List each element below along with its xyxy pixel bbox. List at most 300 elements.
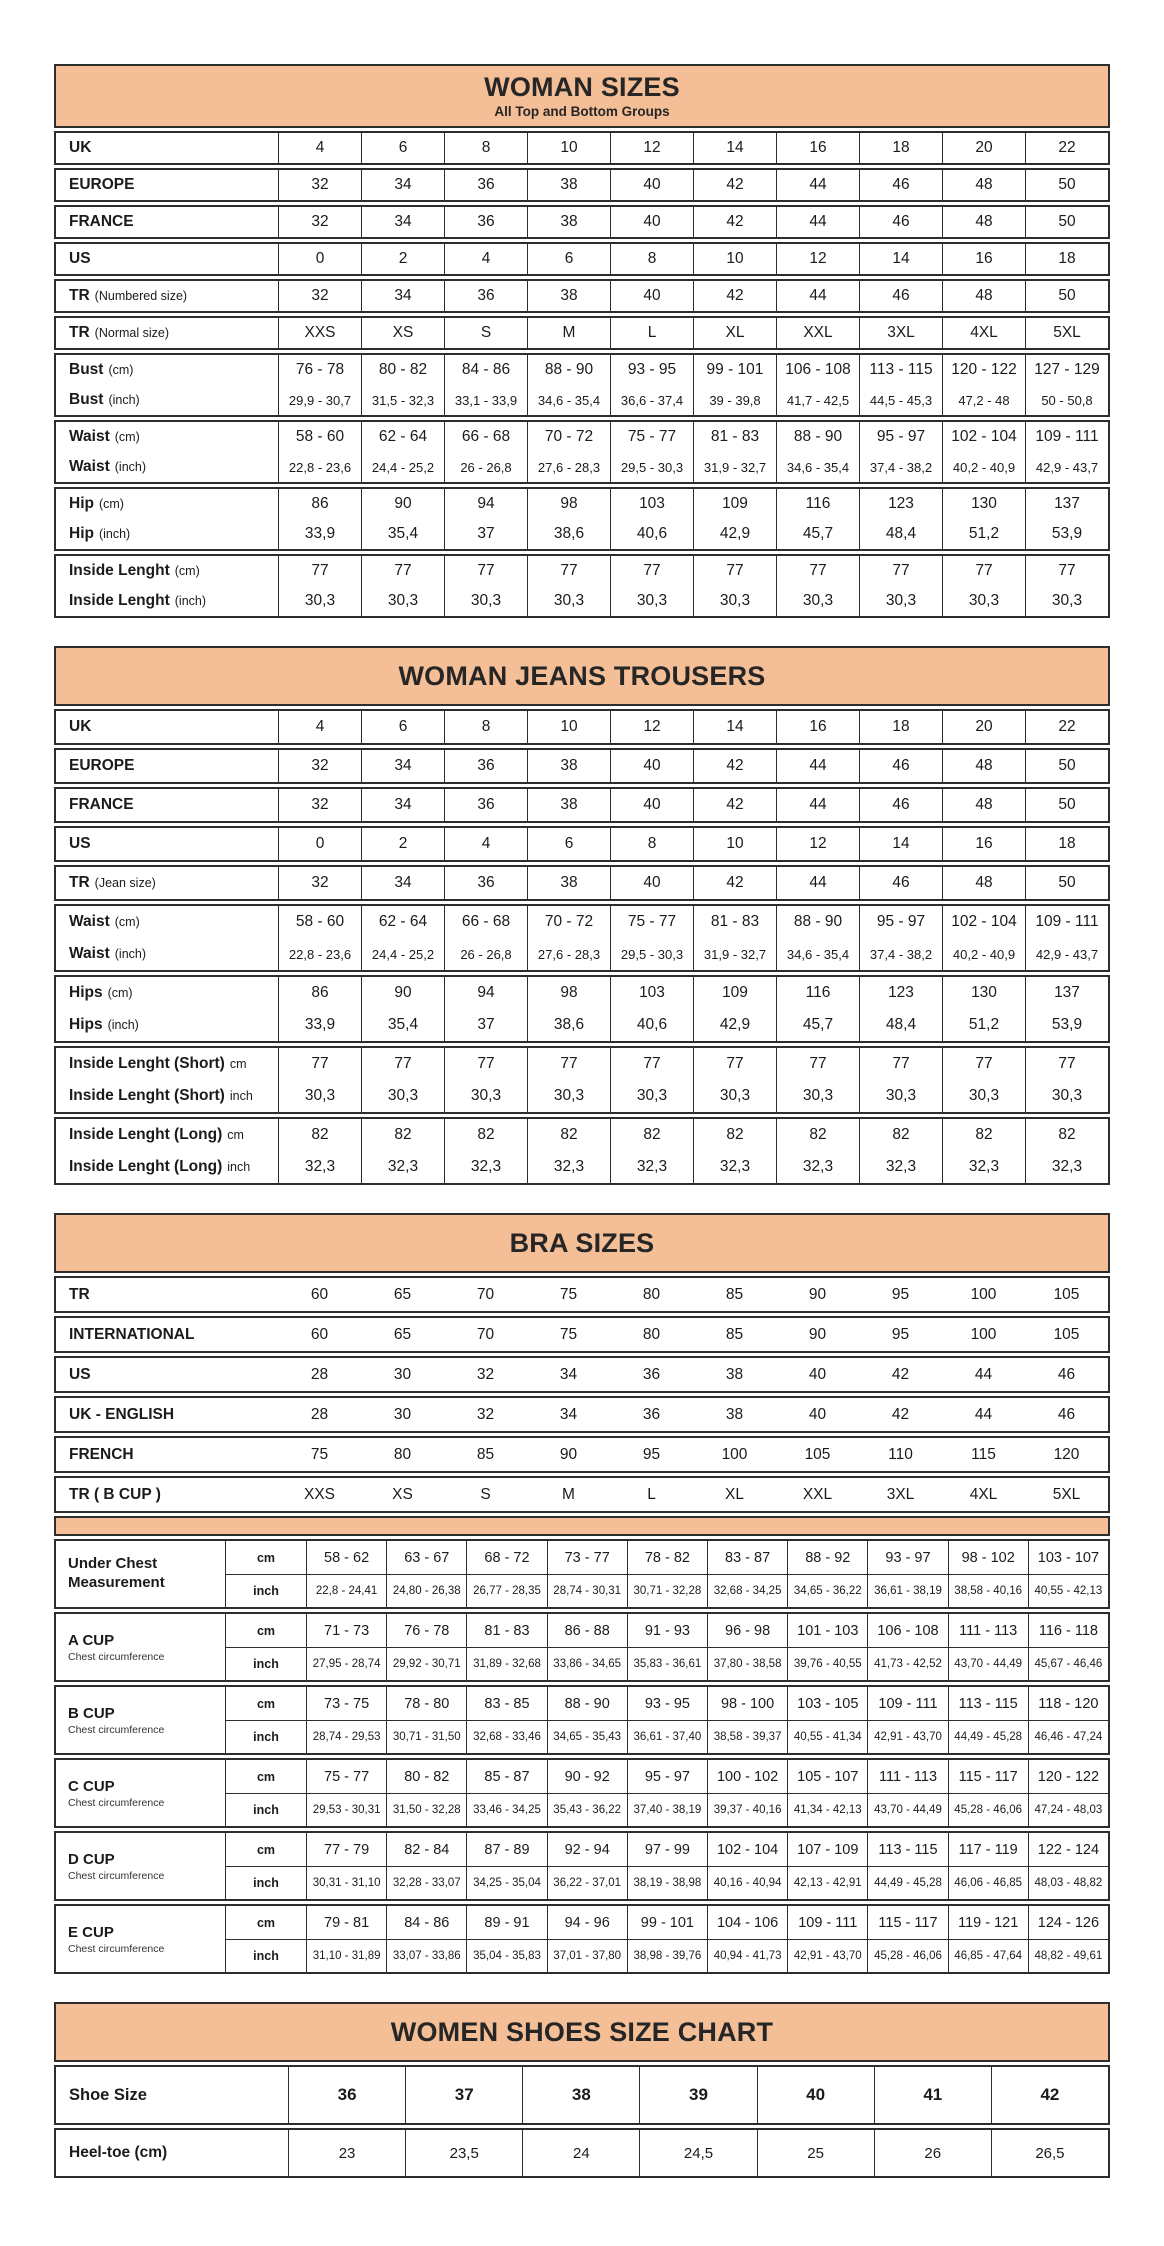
value-cell: 70 - 72 bbox=[527, 422, 610, 452]
table-row bbox=[56, 1398, 1108, 1431]
value-cell: 16 bbox=[942, 244, 1025, 274]
value-cell: 38 bbox=[527, 281, 610, 311]
value-cell: 44 bbox=[776, 281, 859, 311]
row-label-text: Heel-toe (cm) bbox=[69, 2144, 168, 2162]
value-cell: XL bbox=[693, 318, 776, 348]
value-cell: 105 bbox=[1053, 1325, 1080, 1343]
value-cell: 3XL bbox=[886, 1485, 915, 1503]
row-label-text: Bust bbox=[69, 361, 104, 379]
value-cell: 32,68 - 33,46 bbox=[466, 1721, 546, 1753]
value-cell: 77 - 79 bbox=[306, 1833, 386, 1866]
row-label-text: FRANCE bbox=[69, 796, 134, 814]
row-label-text: US bbox=[69, 835, 91, 853]
value-cell: 42 bbox=[891, 1365, 910, 1383]
value-cell: 37 bbox=[444, 519, 527, 549]
value-cell: 30,3 bbox=[444, 586, 527, 616]
cup-subtitle: Chest circumference bbox=[68, 1796, 165, 1809]
value-cell: 44 bbox=[776, 789, 859, 821]
value-cell: 77 bbox=[693, 556, 776, 586]
value-cell: 94 bbox=[444, 489, 527, 519]
value-cell: 103 bbox=[610, 489, 693, 519]
value-cell: 40 bbox=[610, 750, 693, 782]
value-cell: 106 - 108 bbox=[867, 1614, 947, 1647]
value-cell: M bbox=[562, 1485, 575, 1503]
row-group bbox=[54, 1117, 1110, 1185]
value-cell: 47,24 - 48,03 bbox=[1028, 1794, 1108, 1826]
value-cell: L bbox=[647, 1485, 656, 1503]
value-cell: 23,5 bbox=[405, 2130, 522, 2176]
value-cell: 42 bbox=[693, 867, 776, 899]
value-cell: 32,3 bbox=[1025, 1151, 1108, 1183]
row-label bbox=[56, 1048, 278, 1080]
value-cell: 8 bbox=[610, 244, 693, 274]
row-label bbox=[56, 489, 278, 519]
value-cell: 40,55 - 41,34 bbox=[787, 1721, 867, 1753]
value-cell: 24,80 - 26,38 bbox=[386, 1575, 466, 1607]
value-cell: 30,3 bbox=[1025, 1080, 1108, 1112]
value-cell: 123 bbox=[859, 977, 942, 1009]
unit-label: cm bbox=[256, 1769, 276, 1784]
value-cell: 6 bbox=[527, 828, 610, 860]
value-cell: 20 bbox=[942, 711, 1025, 743]
value-cell: 38 bbox=[527, 170, 610, 200]
value-cell: 77 bbox=[693, 1048, 776, 1080]
value-cell: XXL bbox=[802, 1485, 833, 1503]
value-cell: 105 bbox=[1053, 1285, 1080, 1303]
row-group bbox=[54, 1276, 1110, 1313]
row-label-text: TR ( B CUP ) bbox=[69, 1485, 161, 1503]
value-cell: 81 - 83 bbox=[693, 906, 776, 938]
value-cell: 18 bbox=[1025, 828, 1108, 860]
cup-label bbox=[56, 1760, 226, 1826]
table-row bbox=[56, 318, 1108, 348]
table-row bbox=[56, 207, 1108, 237]
value-cell: 34 bbox=[559, 1365, 578, 1383]
row-label-unit: (cm) bbox=[107, 986, 133, 1001]
value-cell: 130 bbox=[942, 489, 1025, 519]
value-cell: 85 bbox=[725, 1325, 744, 1343]
value-cell: 14 bbox=[693, 711, 776, 743]
value-cell: 29,5 - 30,3 bbox=[610, 452, 693, 482]
value-cell: 75 - 77 bbox=[610, 422, 693, 452]
women-shoes-body bbox=[54, 2065, 1110, 2178]
value-cell: 137 bbox=[1025, 489, 1108, 519]
unit-label: inch bbox=[253, 1584, 279, 1599]
value-cell: 42 bbox=[891, 1405, 910, 1423]
value-cell: 37 bbox=[444, 1009, 527, 1041]
value-cell: 109 - 111 bbox=[1025, 906, 1108, 938]
value-cell: 34,25 - 35,04 bbox=[466, 1867, 546, 1899]
value-cell: 113 - 115 bbox=[948, 1687, 1028, 1720]
value-cell: 16 bbox=[942, 828, 1025, 860]
row-label-text: Inside Lenght bbox=[69, 592, 170, 610]
value-cell: 95 bbox=[891, 1285, 910, 1303]
value-cell: 77 bbox=[278, 556, 361, 586]
value-cell: 36 bbox=[444, 207, 527, 237]
row-label bbox=[56, 207, 278, 237]
value-cell: 109 bbox=[693, 977, 776, 1009]
value-cell: 24,4 - 25,2 bbox=[361, 938, 444, 970]
value-cell: 40 bbox=[610, 207, 693, 237]
row-label-text: EUROPE bbox=[69, 757, 135, 775]
row-label-text: TR bbox=[69, 874, 90, 892]
row-label bbox=[56, 385, 278, 415]
value-cell: 39 - 39,8 bbox=[693, 385, 776, 415]
cup-measure-row bbox=[226, 1687, 1108, 1720]
value-cell: 82 bbox=[942, 1119, 1025, 1151]
row-label-unit: inch bbox=[227, 1160, 251, 1175]
value-cell: 28 bbox=[310, 1365, 329, 1383]
row-label bbox=[56, 1278, 278, 1311]
table-row bbox=[56, 1318, 1108, 1351]
row-label-unit: (cm) bbox=[174, 564, 200, 579]
value-cell: 48,82 - 49,61 bbox=[1028, 1940, 1108, 1972]
value-cell: 91 - 93 bbox=[627, 1614, 707, 1647]
value-cell: 118 - 120 bbox=[1028, 1687, 1108, 1720]
value-cell: 42 bbox=[991, 2067, 1108, 2123]
row-label-unit: (cm) bbox=[108, 363, 134, 378]
value-cell: 80 - 82 bbox=[386, 1760, 466, 1793]
value-cell: 32,3 bbox=[278, 1151, 361, 1183]
value-cell: 30,3 bbox=[361, 586, 444, 616]
value-cell: 98 - 102 bbox=[948, 1541, 1028, 1574]
value-cell: 32,3 bbox=[610, 1151, 693, 1183]
value-cell: 34 bbox=[361, 207, 444, 237]
value-cell: 26 bbox=[874, 2130, 991, 2176]
value-cell: 8 bbox=[444, 711, 527, 743]
row-group bbox=[54, 168, 1110, 202]
value-cell: 27,6 - 28,3 bbox=[527, 452, 610, 482]
value-cell: 75 bbox=[559, 1285, 578, 1303]
table-row bbox=[56, 789, 1108, 821]
value-cell: 30 bbox=[393, 1405, 412, 1423]
value-cell: 4XL bbox=[942, 318, 1025, 348]
value-cell: 42 bbox=[693, 750, 776, 782]
row-label-text: Hip bbox=[69, 495, 94, 513]
value-cell: 88 - 90 bbox=[776, 422, 859, 452]
value-cell: 103 bbox=[610, 977, 693, 1009]
value-cell: 29,5 - 30,3 bbox=[610, 938, 693, 970]
value-cell: 115 bbox=[971, 1445, 996, 1463]
bra-sizes-header bbox=[54, 1213, 1110, 1273]
value-cell: 34 bbox=[361, 789, 444, 821]
row-label-text: Hips bbox=[69, 1016, 103, 1034]
value-cell: 53,9 bbox=[1025, 519, 1108, 549]
value-cell: 90 - 92 bbox=[547, 1760, 627, 1793]
cup-row-group bbox=[54, 1612, 1110, 1682]
value-cell: 38 bbox=[527, 207, 610, 237]
cup-name: A CUP bbox=[68, 1631, 115, 1649]
value-cell: 115 - 117 bbox=[867, 1906, 947, 1939]
value-cell: 36,61 - 38,19 bbox=[867, 1575, 947, 1607]
row-group bbox=[54, 787, 1110, 823]
value-cell: 36,22 - 37,01 bbox=[547, 1867, 627, 1899]
value-cell: 30,71 - 32,28 bbox=[627, 1575, 707, 1607]
value-cell: 87 - 89 bbox=[466, 1833, 546, 1866]
value-cell: 40 bbox=[610, 170, 693, 200]
value-cell: 24,4 - 25,2 bbox=[361, 452, 444, 482]
value-cell: 62 - 64 bbox=[361, 906, 444, 938]
value-cell: 48 bbox=[942, 789, 1025, 821]
cup-measure-row bbox=[226, 1866, 1108, 1899]
value-cell: 97 - 99 bbox=[627, 1833, 707, 1866]
value-cell: 117 - 119 bbox=[948, 1833, 1028, 1866]
value-cell: 99 - 101 bbox=[693, 355, 776, 385]
value-cell: 100 bbox=[970, 1285, 997, 1303]
value-cell: 123 bbox=[859, 489, 942, 519]
row-label-unit: cm bbox=[229, 1057, 247, 1072]
value-cell: 38,6 bbox=[527, 519, 610, 549]
value-cell: 30,3 bbox=[1025, 586, 1108, 616]
value-cell: 71 - 73 bbox=[306, 1614, 386, 1647]
value-cell: 4 bbox=[444, 244, 527, 274]
row-label-unit: (inch) bbox=[108, 393, 140, 408]
value-cell: 106 - 108 bbox=[776, 355, 859, 385]
value-cell: 34,6 - 35,4 bbox=[776, 938, 859, 970]
value-cell: 70 bbox=[476, 1285, 495, 1303]
row-label-text: UK - ENGLISH bbox=[69, 1405, 175, 1423]
value-cell: 98 bbox=[527, 489, 610, 519]
cup-row-group bbox=[54, 1831, 1110, 1901]
value-cell: 80 - 82 bbox=[361, 355, 444, 385]
row-label-unit: (cm) bbox=[114, 915, 140, 930]
value-cell: 42,9 - 43,7 bbox=[1025, 938, 1108, 970]
value-cell: 6 bbox=[361, 711, 444, 743]
row-label bbox=[56, 355, 278, 385]
value-cell: 137 bbox=[1025, 977, 1108, 1009]
value-cell: 29,53 - 30,31 bbox=[306, 1794, 386, 1826]
value-cell: 26 - 26,8 bbox=[444, 452, 527, 482]
value-cell: 35,4 bbox=[361, 1009, 444, 1041]
value-cell: 60 bbox=[310, 1285, 329, 1303]
value-cell: 10 bbox=[693, 244, 776, 274]
value-cell: 127 - 129 bbox=[1025, 355, 1108, 385]
table-row bbox=[56, 385, 1108, 415]
value-cell: 75 bbox=[310, 1445, 329, 1463]
value-cell: 109 bbox=[693, 489, 776, 519]
cup-row-group bbox=[54, 1539, 1110, 1609]
row-group bbox=[54, 131, 1110, 165]
table-row bbox=[56, 1438, 1108, 1471]
row-label-text: UK bbox=[69, 139, 92, 157]
value-cell: 31,5 - 32,3 bbox=[361, 385, 444, 415]
value-cell: XXL bbox=[776, 318, 859, 348]
value-cell: 90 bbox=[808, 1325, 827, 1343]
value-cell: 30,31 - 31,10 bbox=[306, 1867, 386, 1899]
value-cell: 93 - 95 bbox=[627, 1687, 707, 1720]
value-cell: 6 bbox=[527, 244, 610, 274]
value-cell: 37,80 - 38,58 bbox=[707, 1648, 787, 1680]
row-label bbox=[56, 133, 278, 163]
value-cell: 95 bbox=[891, 1325, 910, 1343]
value-cell: 80 bbox=[642, 1325, 661, 1343]
cup-measure-row bbox=[226, 1833, 1108, 1866]
value-cell: 81 - 83 bbox=[693, 422, 776, 452]
value-cell: 44 bbox=[974, 1365, 993, 1383]
value-cell: 6 bbox=[361, 133, 444, 163]
value-cell: 78 - 80 bbox=[386, 1687, 466, 1720]
value-cell: 22 bbox=[1025, 711, 1108, 743]
row-group bbox=[54, 1046, 1110, 1114]
row-label-text: Waist bbox=[69, 945, 110, 963]
value-cell: 84 - 86 bbox=[444, 355, 527, 385]
value-cell: 82 bbox=[610, 1119, 693, 1151]
table-row bbox=[56, 355, 1108, 385]
cup-measure-row bbox=[226, 1574, 1108, 1607]
value-cell: XXS bbox=[303, 1485, 335, 1503]
value-cell: 44,49 - 45,28 bbox=[867, 1867, 947, 1899]
bra-sizes-table bbox=[54, 1213, 1110, 1974]
row-group bbox=[54, 420, 1110, 484]
value-cell: 5XL bbox=[1052, 1485, 1081, 1503]
value-cell: 48,03 - 48,82 bbox=[1028, 1867, 1108, 1899]
value-cell: 4 bbox=[444, 828, 527, 860]
value-cell: 76 - 78 bbox=[386, 1614, 466, 1647]
value-cell: 40,6 bbox=[610, 1009, 693, 1041]
value-cell: 10 bbox=[527, 711, 610, 743]
value-cell: 31,10 - 31,89 bbox=[306, 1940, 386, 1972]
value-cell: 22,8 - 24,41 bbox=[306, 1575, 386, 1607]
value-cell: 105 - 107 bbox=[787, 1760, 867, 1793]
value-cell: 98 - 100 bbox=[707, 1687, 787, 1720]
value-cell: 26,77 - 28,35 bbox=[466, 1575, 546, 1607]
value-cell: 85 bbox=[476, 1445, 495, 1463]
row-label bbox=[56, 711, 278, 743]
value-cell: 75 - 77 bbox=[306, 1760, 386, 1793]
value-cell: 42 bbox=[693, 207, 776, 237]
row-label bbox=[56, 452, 278, 482]
value-cell: 41,34 - 42,13 bbox=[787, 1794, 867, 1826]
row-label-unit: (inch) bbox=[114, 460, 147, 475]
value-cell: 34,6 - 35,4 bbox=[776, 452, 859, 482]
row-label-unit: (Numbered size) bbox=[94, 289, 188, 304]
unit-label: inch bbox=[253, 1876, 279, 1891]
cup-subtitle: Chest circumference bbox=[68, 1869, 165, 1882]
table-row bbox=[56, 1151, 1108, 1183]
bra-sizes-top-rows bbox=[54, 1276, 1110, 1513]
value-cell: 120 bbox=[1053, 1445, 1080, 1463]
value-cell: 95 - 97 bbox=[859, 906, 942, 938]
value-cell: 50 bbox=[1025, 207, 1108, 237]
table-row bbox=[56, 906, 1108, 938]
cup-measure-row bbox=[226, 1647, 1108, 1680]
table-title: WOMAN SIZES bbox=[484, 72, 680, 102]
value-cell: 102 - 104 bbox=[942, 422, 1025, 452]
unit-label: cm bbox=[256, 1550, 276, 1565]
value-cell: 20 bbox=[942, 133, 1025, 163]
row-label-text: Hips bbox=[69, 984, 103, 1002]
table-row bbox=[56, 281, 1108, 311]
value-cell: 34,6 - 35,4 bbox=[527, 385, 610, 415]
table-title: WOMAN JEANS TROUSERS bbox=[398, 661, 766, 692]
value-cell: 30,3 bbox=[693, 1080, 776, 1112]
table-row bbox=[56, 2130, 1108, 2176]
value-cell: 37,4 - 38,2 bbox=[859, 938, 942, 970]
row-label bbox=[56, 1080, 278, 1112]
value-cell: 77 bbox=[610, 1048, 693, 1080]
cup-name: D CUP bbox=[68, 1850, 115, 1868]
value-cell: 28,74 - 29,53 bbox=[306, 1721, 386, 1753]
value-cell: 40,55 - 42,13 bbox=[1028, 1575, 1108, 1607]
value-cell: 42,13 - 42,91 bbox=[787, 1867, 867, 1899]
row-label-text: Inside Lenght (Short) bbox=[69, 1087, 225, 1105]
row-label bbox=[56, 867, 278, 899]
value-cell: 62 - 64 bbox=[361, 422, 444, 452]
value-cell: 38,58 - 40,16 bbox=[948, 1575, 1028, 1607]
row-label bbox=[56, 750, 278, 782]
value-cell: 40 bbox=[757, 2067, 874, 2123]
row-label-unit: (inch) bbox=[107, 1018, 139, 1033]
row-label-text: TR bbox=[69, 324, 90, 342]
value-cell: 85 - 87 bbox=[466, 1760, 546, 1793]
value-cell: 46 bbox=[859, 207, 942, 237]
value-cell: 38 bbox=[527, 867, 610, 899]
row-label bbox=[56, 556, 278, 586]
value-cell: 75 bbox=[559, 1325, 578, 1343]
unit-label: inch bbox=[253, 1657, 279, 1672]
value-cell: 76 - 78 bbox=[278, 355, 361, 385]
table-row bbox=[56, 556, 1108, 586]
unit-label: inch bbox=[253, 1949, 279, 1964]
value-cell: 31,9 - 32,7 bbox=[693, 452, 776, 482]
row-group bbox=[54, 1436, 1110, 1473]
row-label bbox=[56, 828, 278, 860]
value-cell: 44 bbox=[776, 207, 859, 237]
row-label bbox=[56, 422, 278, 452]
value-cell: 38 bbox=[725, 1405, 744, 1423]
value-cell: 120 - 122 bbox=[1028, 1760, 1108, 1793]
value-cell: 63 - 67 bbox=[386, 1541, 466, 1574]
row-group bbox=[54, 353, 1110, 417]
value-cell: 44 bbox=[974, 1405, 993, 1423]
value-cell: 30,3 bbox=[693, 586, 776, 616]
row-label bbox=[56, 318, 278, 348]
value-cell: 37,4 - 38,2 bbox=[859, 452, 942, 482]
value-cell: 90 bbox=[361, 977, 444, 1009]
table-row bbox=[56, 133, 1108, 163]
value-cell: 83 - 85 bbox=[466, 1687, 546, 1720]
value-cell: 40 bbox=[808, 1365, 827, 1383]
value-cell: 45,28 - 46,06 bbox=[867, 1940, 947, 1972]
value-cell: 86 - 88 bbox=[547, 1614, 627, 1647]
value-cell: 94 bbox=[444, 977, 527, 1009]
value-cell: 31,89 - 32,68 bbox=[466, 1648, 546, 1680]
value-cell: 130 bbox=[942, 977, 1025, 1009]
value-cell: 27,6 - 28,3 bbox=[527, 938, 610, 970]
row-label bbox=[56, 170, 278, 200]
value-cell: 32,3 bbox=[859, 1151, 942, 1183]
table-row bbox=[56, 1358, 1108, 1391]
value-cell: 28,74 - 30,31 bbox=[547, 1575, 627, 1607]
cup-name: Under Chest Measurement bbox=[68, 1555, 165, 1592]
value-cell: 38 bbox=[527, 789, 610, 821]
value-cell: 116 bbox=[776, 977, 859, 1009]
value-cell: 85 bbox=[725, 1285, 744, 1303]
woman-sizes-body bbox=[54, 131, 1110, 618]
value-cell: 4XL bbox=[969, 1485, 998, 1503]
value-cell: XL bbox=[725, 1485, 744, 1503]
value-cell: 42 bbox=[693, 170, 776, 200]
table-row bbox=[56, 244, 1108, 274]
value-cell: 36 bbox=[288, 2067, 405, 2123]
value-cell: 14 bbox=[859, 244, 942, 274]
value-cell: 35,4 bbox=[361, 519, 444, 549]
value-cell: 50 bbox=[1025, 789, 1108, 821]
value-cell: 39,76 - 40,55 bbox=[787, 1648, 867, 1680]
table-subtitle: All Top and Bottom Groups bbox=[494, 104, 670, 120]
table-row bbox=[56, 1278, 1108, 1311]
value-cell: 37,01 - 37,80 bbox=[547, 1940, 627, 1972]
